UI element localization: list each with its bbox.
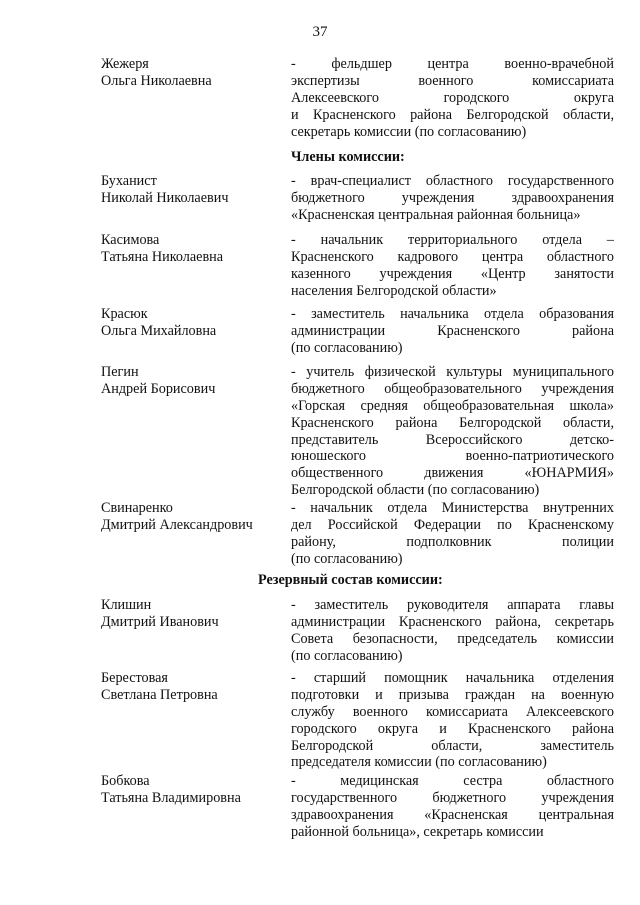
position-line: району, подполковник полиции: [291, 533, 614, 550]
member-given-names: Татьяна Николаевна: [101, 249, 224, 265]
member-name: [101, 232, 276, 266]
position-line: государственного бюджетного учреждения: [291, 789, 614, 806]
position-line: администрации Красненского района: [291, 322, 614, 339]
position-line: районной больница», секретарь комиссии: [291, 823, 544, 840]
member-given-names: Ольга Михайловна: [101, 323, 217, 339]
member-given-names: Андрей Борисович: [101, 381, 216, 397]
position-line: - старший помощник начальника отделения: [291, 670, 614, 686]
position-line: администрации Красненского района, секретарь: [291, 613, 614, 630]
position-line: населения Белгородской области»: [291, 282, 497, 299]
position-line: здравоохранения «Красненская центральная: [291, 806, 614, 823]
position-line: Красненского кадрового центра областного: [291, 248, 614, 265]
member-name: [101, 364, 276, 398]
member-name: [101, 56, 276, 90]
position-line: экспертизы военного комиссариата: [291, 72, 614, 89]
page-number: 37: [312, 24, 328, 40]
member-name: [101, 173, 276, 207]
position-line: дел Российской Федерации по Красненскому: [291, 516, 614, 533]
member-position: [291, 597, 614, 665]
member-given-names: Дмитрий Александрович: [101, 517, 253, 533]
position-line: «Красненская центральная районная больница»: [291, 206, 581, 223]
position-line: Совета безопасности, председатель комиссии: [291, 630, 614, 647]
position-line: подготовки и призыва граждан на военную: [291, 686, 614, 703]
position-line: - фельдшер центра военно-врачебной: [291, 56, 614, 72]
reserve-heading: Резервный состав комиссии:: [258, 572, 443, 588]
position-line: - медицинская сестра областного: [291, 773, 614, 789]
member-surname: Красюк: [101, 306, 148, 322]
position-line: - начальник территориального отдела –: [291, 232, 614, 248]
position-line: - заместитель начальника отдела образования: [291, 306, 614, 322]
position-line: Алексеевского городского округа: [291, 89, 614, 106]
position-line: - начальник отдела Министерства внутренних: [291, 500, 614, 516]
member-position: [291, 232, 614, 300]
position-line: службу военного комиссариата Алексеевского: [291, 703, 614, 720]
position-line: Белгородской области (по согласованию): [291, 482, 540, 499]
members-heading: Члены комиссии:: [291, 149, 405, 165]
position-line: (по согласованию): [291, 550, 403, 567]
member-surname: Жежеря: [101, 56, 149, 72]
member-position: [291, 56, 614, 140]
position-line: общественного движения «ЮНАРМИЯ»: [291, 465, 614, 482]
member-name: [101, 500, 276, 534]
member-name: [101, 773, 276, 807]
member-surname: Касимова: [101, 232, 160, 248]
member-position: [291, 670, 614, 771]
position-line: бюджетного учреждения здравоохранения: [291, 189, 614, 206]
position-line: казенного учреждения «Центр занятости: [291, 265, 614, 282]
member-position: [291, 364, 614, 499]
position-line: (по согласованию): [291, 647, 403, 664]
position-line: председателя комиссии (по согласованию): [291, 754, 547, 771]
member-surname: Буханист: [101, 173, 157, 189]
member-surname: Берестовая: [101, 670, 168, 686]
member-given-names: Татьяна Владимировна: [101, 790, 241, 806]
position-line: юношеского военно-патриотического: [291, 448, 614, 465]
position-line: - учитель физической культуры муниципального: [291, 364, 614, 380]
position-line: и Красненского района Белгородской области,: [291, 106, 614, 123]
member-position: [291, 173, 614, 224]
position-line: - врач-специалист областного государственного: [291, 173, 614, 189]
member-position: [291, 500, 614, 568]
member-position: [291, 306, 614, 357]
member-name: [101, 670, 276, 704]
member-name: [101, 597, 276, 631]
position-line: - заместитель руководителя аппарата главы: [291, 597, 614, 613]
member-position: [291, 773, 614, 841]
member-surname: Пегин: [101, 364, 139, 380]
position-line: (по согласованию): [291, 339, 403, 356]
position-line: Белгородской области, заместитель: [291, 737, 614, 754]
member-surname: Клишин: [101, 597, 152, 613]
position-line: «Горская средняя общеобразовательная школа»: [291, 397, 614, 414]
position-line: представитель Всероссийского детско-: [291, 431, 614, 448]
member-given-names: Николай Николаевич: [101, 190, 229, 206]
member-given-names: Светлана Петровна: [101, 687, 218, 703]
position-line: Красненского района Белгородской области,: [291, 414, 614, 431]
position-line: секретарь комиссии (по согласованию): [291, 123, 527, 140]
member-given-names: Ольга Николаевна: [101, 73, 212, 89]
member-name: [101, 306, 276, 340]
position-line: бюджетного общеобразовательного учреждения: [291, 380, 614, 397]
position-line: городского округа и Красненского района: [291, 720, 614, 737]
member-surname: Бобкова: [101, 773, 150, 789]
member-surname: Свинаренко: [101, 500, 173, 516]
member-given-names: Дмитрий Иванович: [101, 614, 219, 630]
